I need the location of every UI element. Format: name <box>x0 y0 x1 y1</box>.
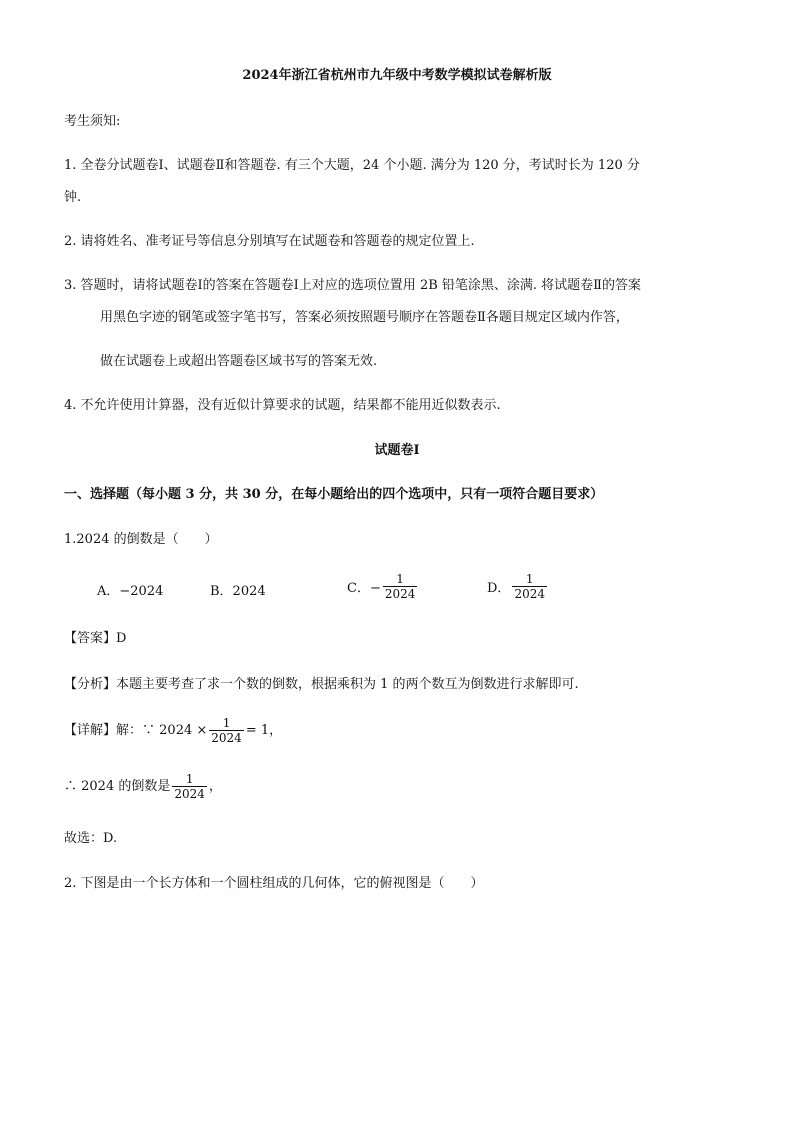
q1-therefore <box>64 772 222 801</box>
q1-option-a: A．−2024 <box>97 584 164 599</box>
detail-fraction <box>209 716 244 745</box>
q1-answer <box>64 630 126 648</box>
q1-option-d-label: D． <box>487 581 511 596</box>
q1-option-c-label: C．− <box>347 581 381 596</box>
fraction-numerator: 1 <box>396 572 404 586</box>
notice-item-1-line-1: 1. 全卷分试题卷Ⅰ、试题卷Ⅱ和答题卷. 有三个大题，24 个小题. 满分为 120 分，考试时长为 120 分 <box>64 158 640 173</box>
q1-analysis <box>64 676 579 694</box>
q1-option-b: B．2024 <box>210 584 266 599</box>
notice-item-4: 4. 不允许使用计算器，没有近似计算要求的试题，结果都不能用近似数表示. <box>64 398 501 413</box>
q1-stem: 1.2024 的倒数是（ ） <box>64 532 218 547</box>
fraction-denominator: 2024 <box>211 731 242 745</box>
detail-prefix: 解：∵ 2024 × <box>116 722 208 738</box>
notice-item-3-line-3: 做在试题卷上或超出答题卷区域书写的答案无效. <box>100 354 378 369</box>
fraction-denominator: 2024 <box>174 787 205 801</box>
section-label: 试题卷Ⅰ <box>374 443 420 458</box>
q1-choose: 故选：D. <box>64 831 118 846</box>
detail-label: 【详解】 <box>64 722 117 738</box>
q1-option-c <box>347 572 419 601</box>
fraction-numerator: 1 <box>525 572 534 586</box>
notice-item-3-line-2: 用黑色字迹的钢笔或签字笔书写，答案必须按照题号顺序在答题卷Ⅱ各题目规定区域内作答， <box>100 310 629 325</box>
fraction-numerator: 1 <box>222 716 231 730</box>
analysis-label: 【分析】 <box>64 677 117 692</box>
therefore-fraction <box>172 772 207 801</box>
notice-item-1-line-2: 钟. <box>64 190 82 205</box>
detail-suffix: = 1， <box>245 722 283 738</box>
notice-item-2: 2. 请将姓名、准考证号等信息分别填写在试题卷和答题卷的规定位置上. <box>64 234 475 249</box>
q1-option-d-fraction <box>512 572 547 601</box>
fraction-numerator: 1 <box>185 772 194 786</box>
notice-heading: 考生须知: <box>64 114 121 129</box>
therefore-prefix: ∴ 2024 的倒数是 <box>64 778 171 794</box>
q1-detail <box>64 716 282 745</box>
fraction-denominator: 2024 <box>384 587 416 601</box>
q1-option-c-fraction <box>383 572 418 601</box>
q2-stem: 2. 下图是由一个长方体和一个圆柱组成的几何体，它的俯视图是（ ） <box>64 876 484 891</box>
part-one-heading: 一、选择题（每小题 3 分，共 30 分，在每小题给出的四个选项中，只有一项符合题目要求） <box>64 487 604 502</box>
fraction-denominator: 2024 <box>514 587 545 601</box>
notice-item-3-line-1: 3. 答题时，请将试题卷Ⅰ的答案在答题卷Ⅰ上对应的选项位置用 2B 铅笔涂黑、涂满. 将试题卷Ⅱ的答案 <box>64 278 641 293</box>
analysis-text: 本题主要考查了求一个数的倒数，根据乘积为 1 的两个数互为倒数进行求解即可. <box>116 677 579 692</box>
answer-value: D <box>116 631 127 646</box>
answer-label: 【答案】 <box>64 631 117 646</box>
q1-option-d <box>487 572 549 601</box>
therefore-suffix: ， <box>208 778 222 794</box>
document-title: 2024年浙江省杭州市九年级中考数学模拟试卷解析版 <box>242 68 552 83</box>
